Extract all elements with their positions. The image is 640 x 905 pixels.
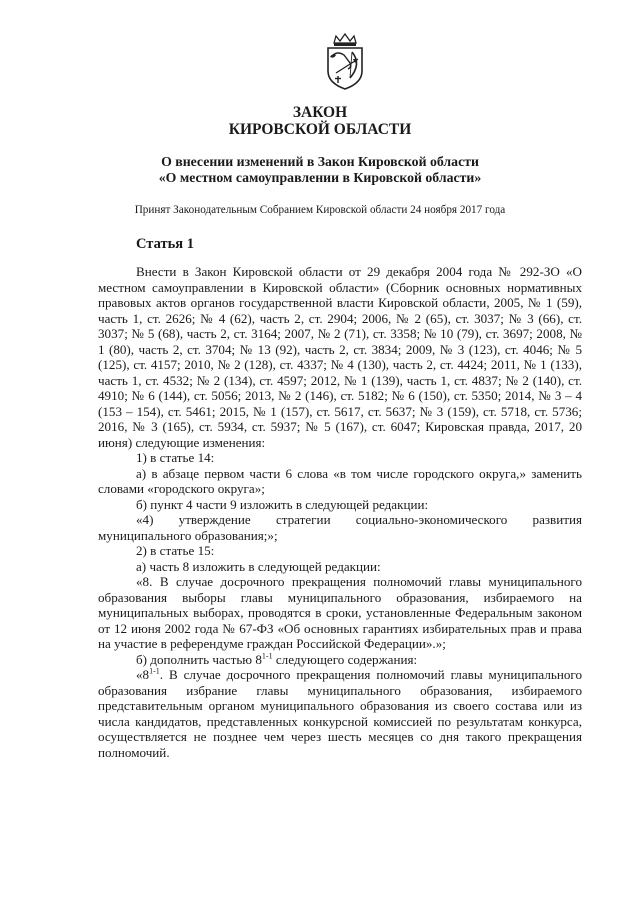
item-2b-pre: б) дополнить частью 8: [136, 651, 262, 667]
item-2b-quote-rest: . В случае досрочного прекращения полномочий главы муниципального образования избрание главы муниципального образования, избираемого представительным органом муниципального образования из своего состава или из числа кандидатов, представленных конкурсной комиссией по результатам конкурса, осуществляется не позднее чем через шесть месяцев со дня такого прекращения полномочий.: [98, 667, 582, 760]
item-2: 2) в статье 15:: [136, 543, 215, 558]
item-1a: а) в абзаце первом части 6 слова «в том числе городского округа,» заменить словами «городского округа»;: [98, 465, 582, 496]
item-2b-post: следующего содержания:: [272, 651, 418, 667]
law-subtitle-line2: «О местном самоуправлении в Кировской области»: [158, 170, 482, 185]
item-2a: а) часть 8 изложить в следующей редакции:: [136, 558, 381, 574]
item-2b-quote-sup: 1-1: [149, 666, 160, 676]
item-2b-quote-open: «8: [136, 667, 150, 682]
law-title-line2: КИРОВСКОЙ ОБЛАСТИ: [228, 121, 412, 138]
item-2b: [98, 652, 582, 668]
law-title-line1: ЗАКОН: [292, 104, 348, 121]
item-1b: б) пункт 4 части 9 изложить в следующей редакции:: [136, 496, 429, 512]
law-subtitle: [0, 154, 640, 186]
item-2b-quote: [98, 667, 582, 760]
article-body: [98, 264, 582, 760]
adoption-note: Принят Законодательным Собранием Кировской области 24 ноября 2017 года: [134, 204, 506, 216]
law-subtitle-line1: О внесении изменений в Закон Кировской области: [161, 154, 479, 169]
kirov-oblast-coat-of-arms-icon: [322, 33, 368, 91]
article-heading: Статья 1: [136, 236, 194, 252]
intro-paragraph: Внести в Закон Кировской области от 29 декабря 2004 года № 292-ЗО «О местном самоуправлении в Кировской области» (Сборник основных нормативных правовых актов органов государственной власти Кировской области, 2005, № 1 (59), часть 1, ст. 2626; № 4 (62), часть 2, ст. 2904; 2006, № 2 (65), ст. 3037; № 3 (66), ст. 3037; № 5 (68), часть 2, ст. 3164; 2007, № 2 (71), ст. 3358; № 10 (79), ст. 3697; 2008, № 1 (80), часть 2, ст. 3704; № 13 (92), часть 2, ст. 3834; 2009, № 3 (123), ст. 4046; № 5 (125), ст. 4157; 2010, № 2 (128), ст. 4337; № 4 (130), часть 2, ст. 4424; 2011, № 1 (133), часть 1, ст. 4532; № 2 (134), ст. 4597; 2012, № 1 (139), часть 1, ст. 4837; № 2 (140), ст. 4910; № 6 (144), ст. 5056; 2013, № 2 (146), ст. 5182; № 6 (150), ст. 5350; 2014, № 3 – 4 (153 – 154), ст. 5461; 2015, № 1 (157), ст. 5617, ст. 5637; № 3 (159), ст. 5718, ст. 5736; 2016, № 3 (165), ст. 5934, ст. 5937; № 5 (167), ст. 6047; Кировская правда, 2017, 20 июня) следующие изменения:: [98, 264, 582, 450]
item-1b-quote: «4) утверждение стратегии социально-экономического развития муниципального образования;»;: [98, 512, 582, 543]
item-2a-quote: «8. В случае досрочного прекращения полномочий главы муниципального образования выборы главы муниципального образования, избираемого на муниципальных выборах, проводятся в сроки, установленные Федеральным законом от 12 июня 2002 года № 67-ФЗ «Об основных гарантиях избирательных прав и права на участие в референдуме граждан Российской Федерации».»;: [98, 574, 582, 651]
law-title: [0, 104, 640, 138]
item-2b-sup: 1-1: [261, 651, 273, 661]
item-1: 1) в статье 14:: [136, 450, 215, 465]
